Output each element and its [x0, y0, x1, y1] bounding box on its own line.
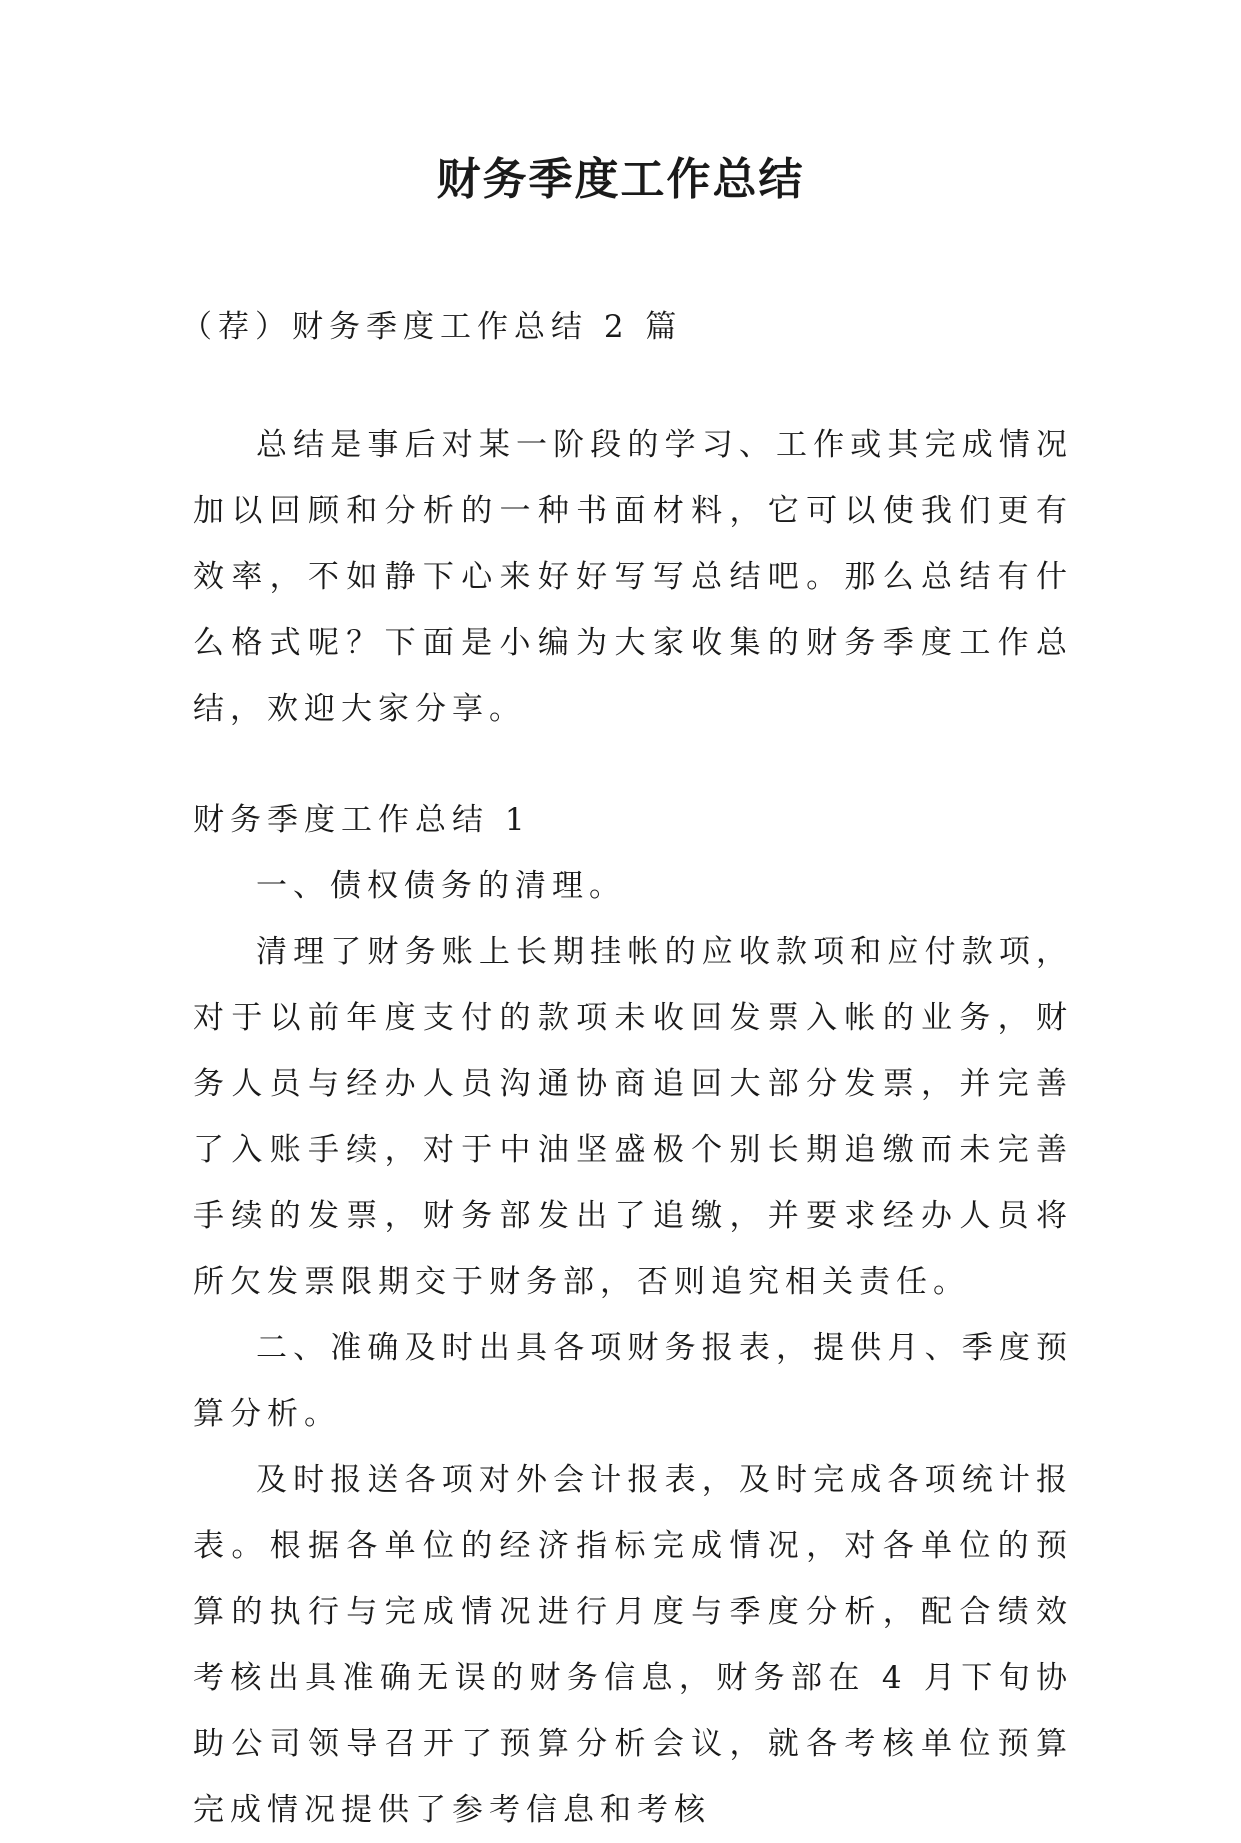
body-paragraph-2: 及时报送各项对外会计报表，及时完成各项统计报表。根据各单位的经济指标完成情况，对各单位的预算的执行与完成情况进行月度与季度分析，配合绩效考核出具准确无误的财务信息，财务部在 4 月下旬协助公司领导召开了预算分析会议，就各考核单位预算完成情况提供了参考信息和考核 — [193, 1462, 1073, 1828]
document-subtitle: （荐）财务季度工作总结 2 篇 — [181, 309, 683, 345]
section-heading-1: 一、债权债务的清理。 — [256, 868, 626, 904]
intro-paragraph: 总结是事后对某一阶段的学习、工作或其完成情况加以回顾和分析的一种书面材料，它可以使我们更有效率，不如静下心来好好写写总结吧。那么总结有什么格式呢？下面是小编为大家收集的财务季度工作总结，欢迎大家分享。 — [193, 427, 1073, 727]
document-body — [181, 294, 1073, 1843]
document-title: 财务季度工作总结 — [436, 154, 805, 205]
body-paragraph-1: 清理了财务账上长期挂帐的应收款项和应付款项，对于以前年度支付的款项未收回发票入帐的业务，财务人员与经办人员沟通协商追回大部分发票，并完善了入账手续，对于中油坚盛极个别长期追缴而未完善手续的发票，财务部发出了追缴，并要求经办人员将所欠发票限期交于财务部，否则追究相关责任。 — [193, 934, 1073, 1300]
spacer — [193, 360, 1073, 412]
section-heading-2: 二、准确及时出具各项财务报表，提供月、季度预算分析。 — [193, 1330, 1073, 1432]
spacer — [193, 742, 1073, 787]
section-title: 财务季度工作总结 1 — [193, 802, 531, 838]
